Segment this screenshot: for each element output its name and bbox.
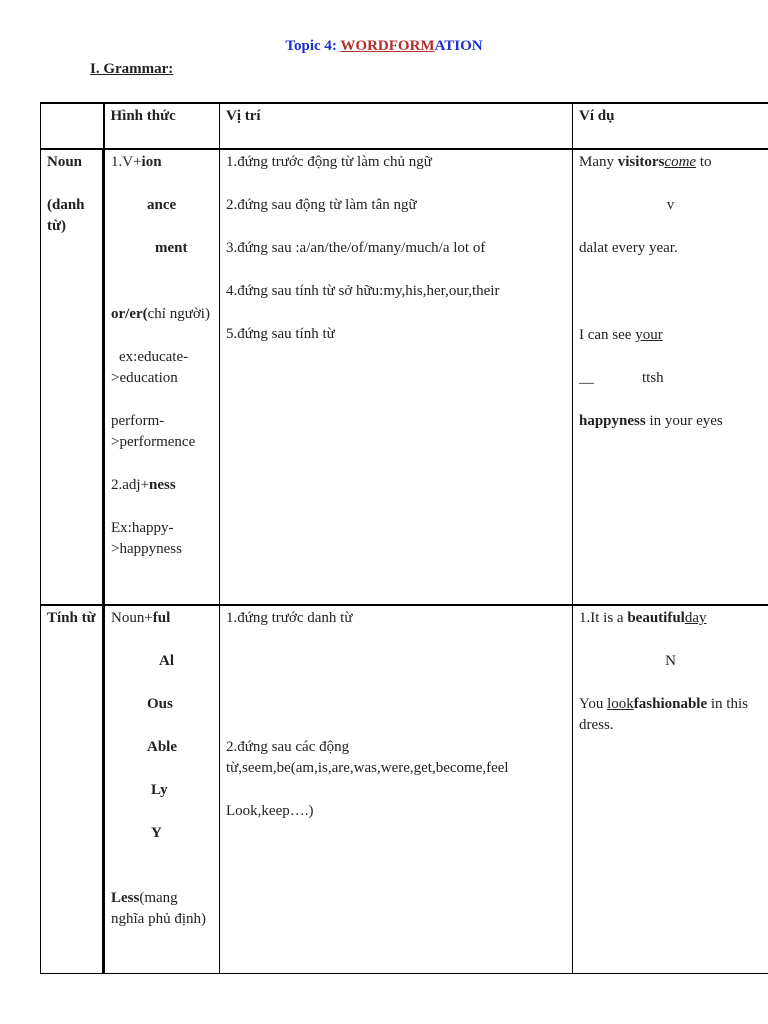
adj-form-1-suffix: ful	[152, 610, 171, 626]
adj-position-3: Look,keep….)	[226, 803, 314, 819]
noun-example-5	[579, 411, 762, 432]
noun-form-adj-ness	[111, 475, 213, 496]
noun-example-4-mark: ttsh	[642, 370, 664, 386]
noun-form-adj-suffix: ness	[149, 477, 176, 493]
adj-example-1-c: day	[684, 610, 707, 626]
noun-form-example-3: Ex:happy->happyness	[111, 520, 182, 557]
adj-example-mark-n: N	[665, 653, 676, 669]
table-header-row	[41, 103, 768, 149]
noun-form-3: ment	[155, 240, 188, 256]
header-cell-form: Hình thức	[104, 103, 220, 149]
adj-form-3: Ous	[147, 696, 173, 712]
noun-position-1: 1.đứng trước động từ làm chủ ngữ	[226, 154, 432, 170]
adj-form-1-prefix: Noun+	[111, 610, 153, 626]
adj-example-2	[579, 694, 762, 736]
page-title	[0, 38, 768, 55]
noun-position-5: 5.đứng sau tính từ	[226, 326, 335, 342]
noun-example-4	[579, 368, 762, 389]
adj-form-1	[111, 608, 213, 629]
noun-form-example-2: perform->performence	[111, 413, 196, 450]
adj-position-2: 2.đứng sau các động từ,seem,be(am,is,are,was,were,get,become,feel	[226, 739, 509, 776]
adj-example-2-b: look	[607, 696, 634, 712]
table-row-noun	[41, 149, 768, 605]
noun-position-3: 3.đứng sau :a/an/the/of/many/much/a lot of	[226, 240, 486, 256]
adj-example-1-a: 1.It is a	[579, 610, 628, 626]
header-cell-position: Vị trí	[220, 103, 573, 149]
adj-example-2-a: You	[579, 696, 608, 712]
noun-example-3-a: I can see	[579, 327, 636, 343]
noun-positions-cell	[220, 149, 573, 605]
adj-position-1: 1.đứng trước danh từ	[226, 610, 353, 626]
adj-label-cell	[41, 605, 104, 973]
adj-form-5: Ly	[151, 782, 168, 798]
noun-form-adj-prefix: 2.adj+	[111, 477, 150, 493]
adj-form-7-bold: Less	[111, 890, 140, 906]
noun-label-cell	[41, 149, 104, 605]
adj-positions-cell	[220, 605, 573, 973]
noun-label: Noun	[47, 154, 83, 170]
noun-example-3-b: your	[635, 327, 663, 343]
adj-example-1	[579, 608, 762, 629]
noun-form-4	[111, 304, 213, 325]
title-suffix: ATION	[434, 38, 483, 54]
noun-example-1-c: come	[664, 154, 697, 170]
noun-example-mark-v: v	[666, 197, 675, 213]
noun-example-2: dalat every year.	[579, 240, 678, 256]
noun-examples-cell	[573, 149, 768, 605]
noun-form-1	[111, 152, 213, 173]
noun-example-1-d: to	[696, 154, 712, 170]
adj-form-6: Y	[151, 825, 162, 841]
adj-forms-cell	[104, 605, 220, 973]
section-heading: I. Grammar:	[90, 61, 174, 77]
grammar-table	[40, 102, 768, 974]
adj-example-2-d: in this dress.	[579, 696, 748, 733]
adj-example-2-c: fashionable	[633, 696, 708, 712]
noun-form-2: ance	[147, 197, 177, 213]
adj-form-4: Able	[147, 739, 177, 755]
noun-example-1-b: visitors	[617, 154, 665, 170]
header-cell-empty	[41, 103, 104, 149]
noun-forms-cell	[104, 149, 220, 605]
noun-vn-label: (danh từ)	[47, 197, 85, 234]
noun-form-example-1: ex:educate->education	[111, 349, 189, 386]
noun-position-2: 2.đứng sau động từ làm tân ngữ	[226, 197, 417, 213]
noun-example-5-b: in your eyes	[645, 413, 723, 429]
noun-position-4: 4.đứng sau tính từ sở hữu:my,his,her,our,their	[226, 283, 500, 299]
adj-examples-cell	[573, 605, 768, 973]
adj-form-7-rest: (mang nghĩa phủ định)	[111, 890, 206, 927]
noun-example-1-a: Many	[579, 154, 618, 170]
noun-example-4-blank: __	[579, 370, 594, 386]
adj-label: Tính từ	[47, 610, 96, 626]
title-prefix: Topic 4:	[285, 38, 341, 54]
noun-form-4-rest: chỉ người)	[147, 306, 210, 322]
noun-example-5-a: happyness	[579, 413, 646, 429]
adj-form-2: Al	[159, 653, 174, 669]
noun-form-1-suffix: ion	[141, 154, 162, 170]
title-red: WORDFORM	[340, 38, 435, 54]
noun-example-1	[579, 152, 762, 173]
table-row-adjective	[41, 605, 768, 973]
header-cell-example: Ví dụ	[573, 103, 768, 149]
noun-example-3	[579, 325, 762, 346]
noun-form-4-bold: or/er(	[111, 306, 148, 322]
adj-example-1-b: beautiful	[627, 610, 685, 626]
adj-form-7	[111, 888, 213, 930]
noun-form-1-prefix: 1.V+	[111, 154, 142, 170]
